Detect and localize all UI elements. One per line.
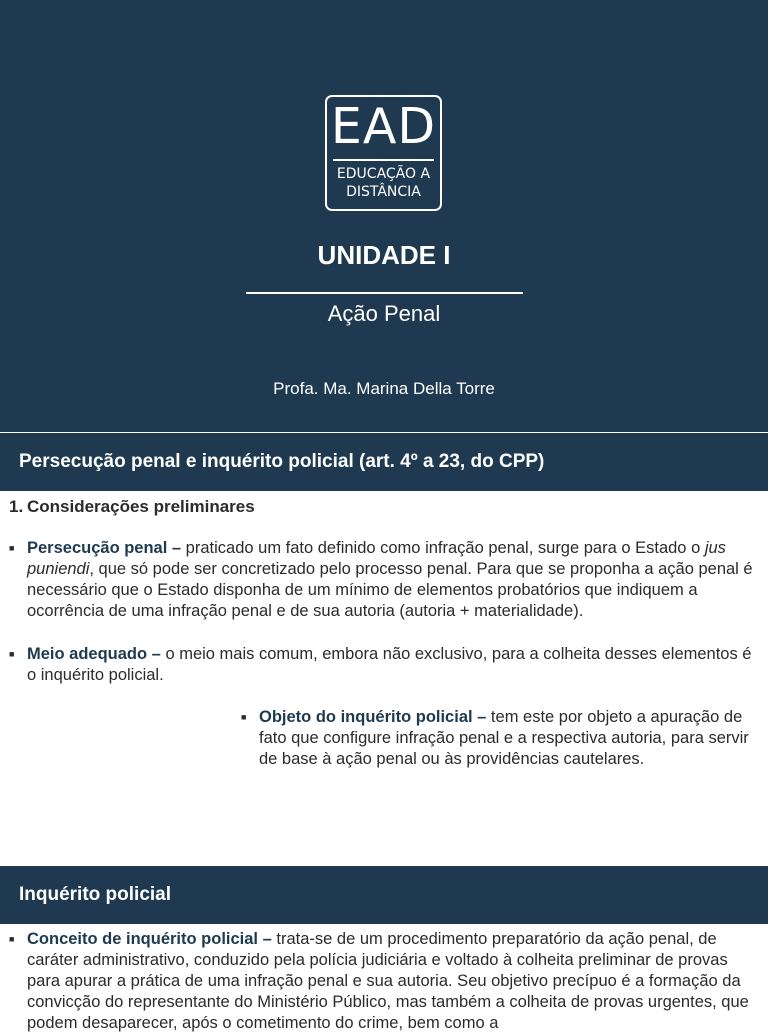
bullet-label: Meio adequado – [27,645,161,663]
cover-slide [0,0,768,432]
bullet-italic: jus puniendi [27,539,726,578]
unit-title: UNIDADE I [317,240,451,270]
logo-main-text: EAD [330,98,437,155]
bullet-icon: ■ [241,712,247,722]
bullet-icon: ■ [9,934,15,944]
numbered-label: Considerações preliminares [27,497,255,516]
bullet-text [259,707,761,770]
bullet-text [27,929,761,1034]
author-name: Profa. Ma. Marina Della Torre [273,379,495,398]
bullet-item [9,929,761,1034]
bullet-icon: ■ [9,649,15,659]
logo-subtitle-line1: EDUCAÇÃO A [336,166,431,182]
bullet-item [9,538,761,622]
bullet-body: trata-se de um procedimento preparatório da ação penal, de caráter administrativo, conduzido pela polícia judiciária e voltado à colheita preliminar de provas para apurar a prática de uma infração penal e sua autoria. Seu objetivo precípuo é a formação da convicção do representante do Ministério Público, mas também a colheita de provas urgentes, que podem desaparecer, após o cometimento do crime, bem como a [27,930,749,1032]
numbered-index: 1. [9,497,24,516]
bullet-label: Objeto do inquérito policial – [259,708,487,726]
numbered-heading [9,496,255,518]
logo-divider [333,159,434,161]
section-header: Persecução penal e inquérito policial (art. 4º a 23, do CPP) [0,433,768,491]
title-divider [246,292,523,294]
bullet-text [27,538,761,622]
bullet-label: Persecução penal – [27,539,182,557]
bullet-body: o meio mais comum, embora não exclusivo, para a colheita desses elementos é o inquérito policial. [27,645,752,684]
ead-logo [325,95,442,211]
bullet-body: praticado um fato definido como infração penal, surge para o Estado o [181,539,705,557]
bullet-body: , que só pode ser concretizado pelo processo penal. Para que se proponha a ação penal é necessário que o Estado disponha de um mínimo de elementos probatórios que indiquem a ocorrência de uma infração penal e de sua autoria (autoria + materialidade). [27,560,753,620]
unit-subtitle: Ação Penal [327,301,441,326]
bullet-item [241,707,761,770]
bullet-text [27,644,761,686]
bullet-body: tem este por objeto a apuração de fato que configure infração penal e a respectiva autoria, para servir de base à ação penal ou às providências cautelares. [259,708,749,768]
logo-subtitle-line2: DISTÂNCIA [346,184,421,200]
bullet-label: Conceito de inquérito policial – [27,930,272,948]
section-header: Inquérito policial [0,866,768,924]
bullet-icon: ■ [9,543,15,553]
logo-subtitle [327,165,440,201]
bullet-item [9,644,761,686]
